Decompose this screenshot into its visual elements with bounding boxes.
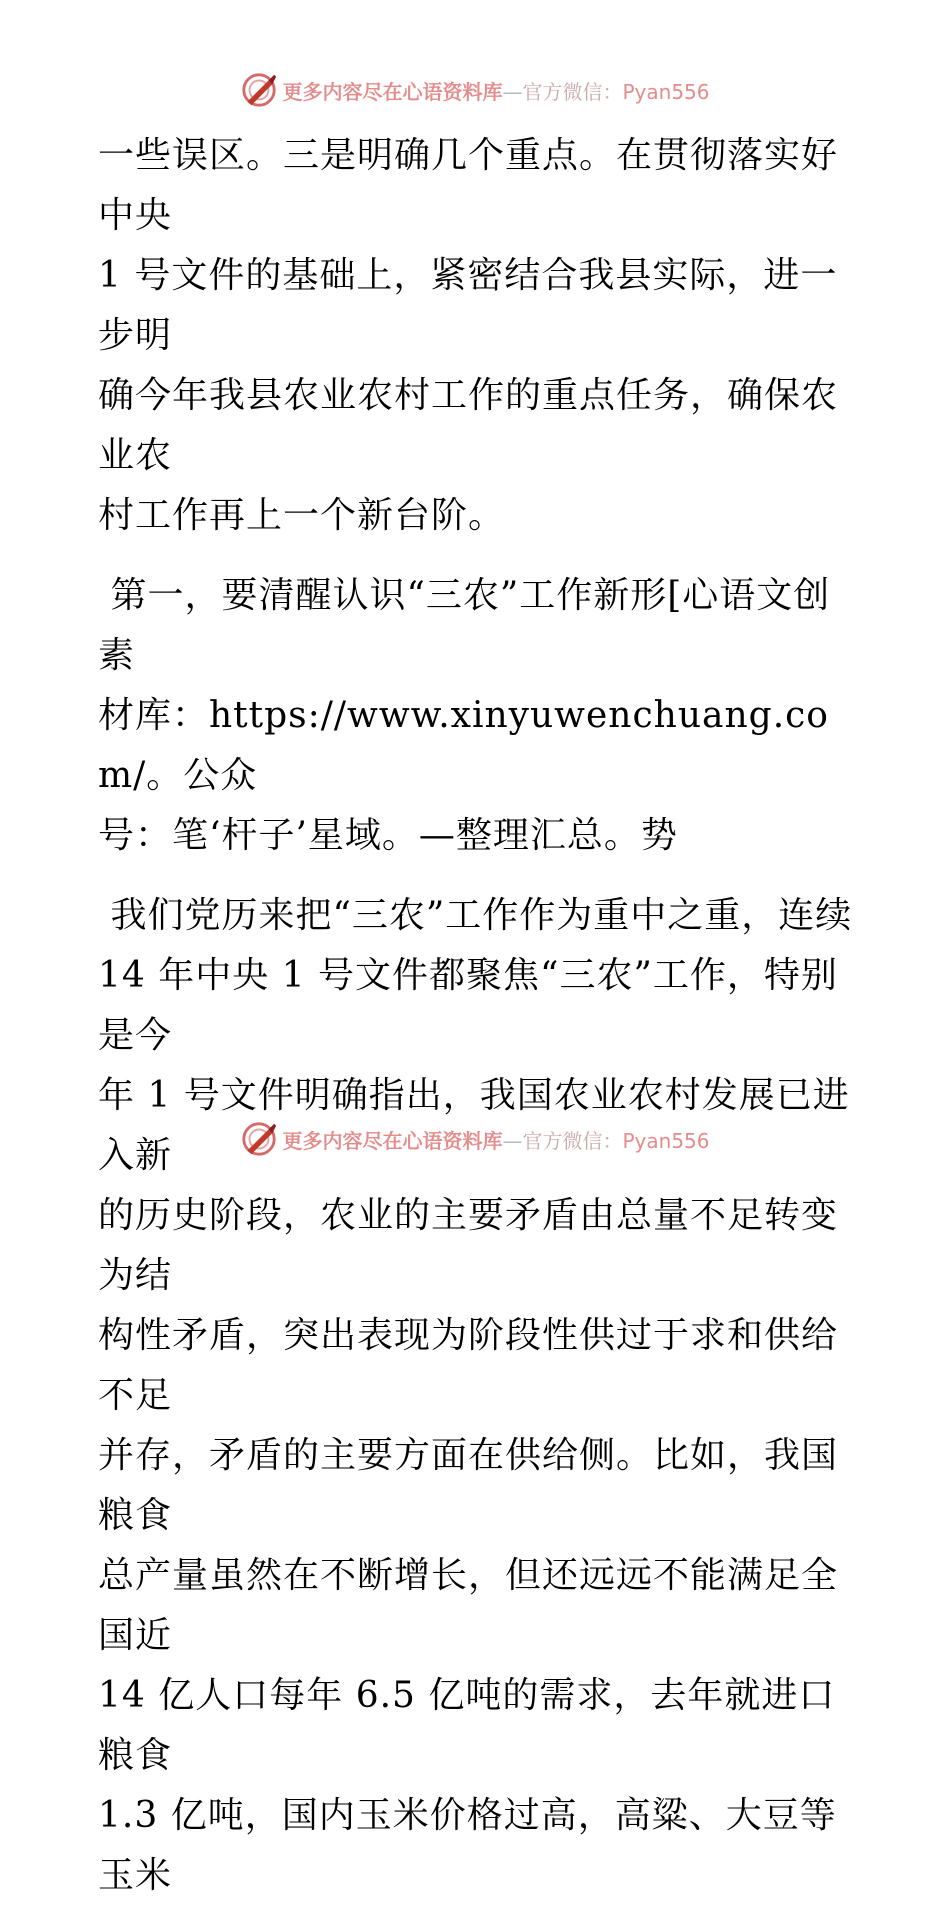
watermark-wechat-label: 官方微信： [522, 1128, 623, 1153]
watermark-text [282, 76, 709, 105]
text-line: 确今年我县农业农村工作的重点任务，确保农业农 [98, 375, 839, 476]
paragraph-3 [98, 886, 858, 1906]
text-line: 我们党历来把“三农”工作作为重中之重，连续 [98, 895, 853, 936]
text-line: 号：笔‘杆子’星域。—整理汇总。势 [98, 815, 678, 856]
text-line: 一些误区。三是明确几个重点。在贯彻落实好中央 [98, 135, 839, 236]
text-line: 年 1 号文件明确指出，我国农业农村发展已进入新 [98, 1075, 850, 1176]
text-line: 并存，矛盾的主要方面在供给侧。比如，我国粮食 [98, 1435, 839, 1536]
watermark-text [282, 1125, 709, 1154]
text-line: 的历史阶段，农业的主要矛盾由总量不足转变为结 [98, 1195, 839, 1296]
text-line: 14 年中央 1 号文件都聚焦“三农”工作，特别是今 [98, 955, 838, 1056]
text-line: 第一，要清醒认识“三农”工作新形[心语文创素 [98, 575, 831, 676]
watermark-dash: — [502, 79, 523, 104]
text-line: 14 亿人口每年 6.5 亿吨的需求，去年就进口粮食 [98, 1675, 836, 1776]
text-line: 材库：https://www.xinyuwenchuang.com/。公众 [98, 695, 829, 796]
footer-watermark-banner [0, 1117, 950, 1161]
paragraph-1 [98, 126, 858, 546]
text-line: 1 号文件的基础上，紧密结合我县实际，进一步明 [98, 255, 838, 356]
text-line: 总产量虽然在不断增长，但还远远不能满足全国近 [98, 1555, 839, 1656]
watermark-site-name: 更多内容尽在心语资料库 [282, 79, 503, 104]
document-body [98, 126, 858, 1906]
paragraph-2 [98, 566, 858, 866]
watermark-wechat-id: Pyan556 [622, 1128, 710, 1153]
watermark-dash: — [502, 1128, 523, 1153]
watermark-site-name: 更多内容尽在心语资料库 [282, 1128, 503, 1153]
pen-logo-icon [240, 71, 278, 109]
watermark-wechat-id: Pyan556 [622, 79, 710, 104]
text-line: 1.3 亿吨，国内玉米价格过高，高粱、大豆等玉米 [98, 1795, 837, 1896]
text-line: 村工作再上一个新台阶。 [98, 495, 506, 536]
pen-logo-icon [240, 1120, 278, 1158]
watermark-wechat-label: 官方微信： [522, 79, 623, 104]
text-line: 构性矛盾，突出表现为阶段性供过于求和供给不足 [98, 1315, 839, 1416]
header-watermark-banner [0, 68, 950, 112]
